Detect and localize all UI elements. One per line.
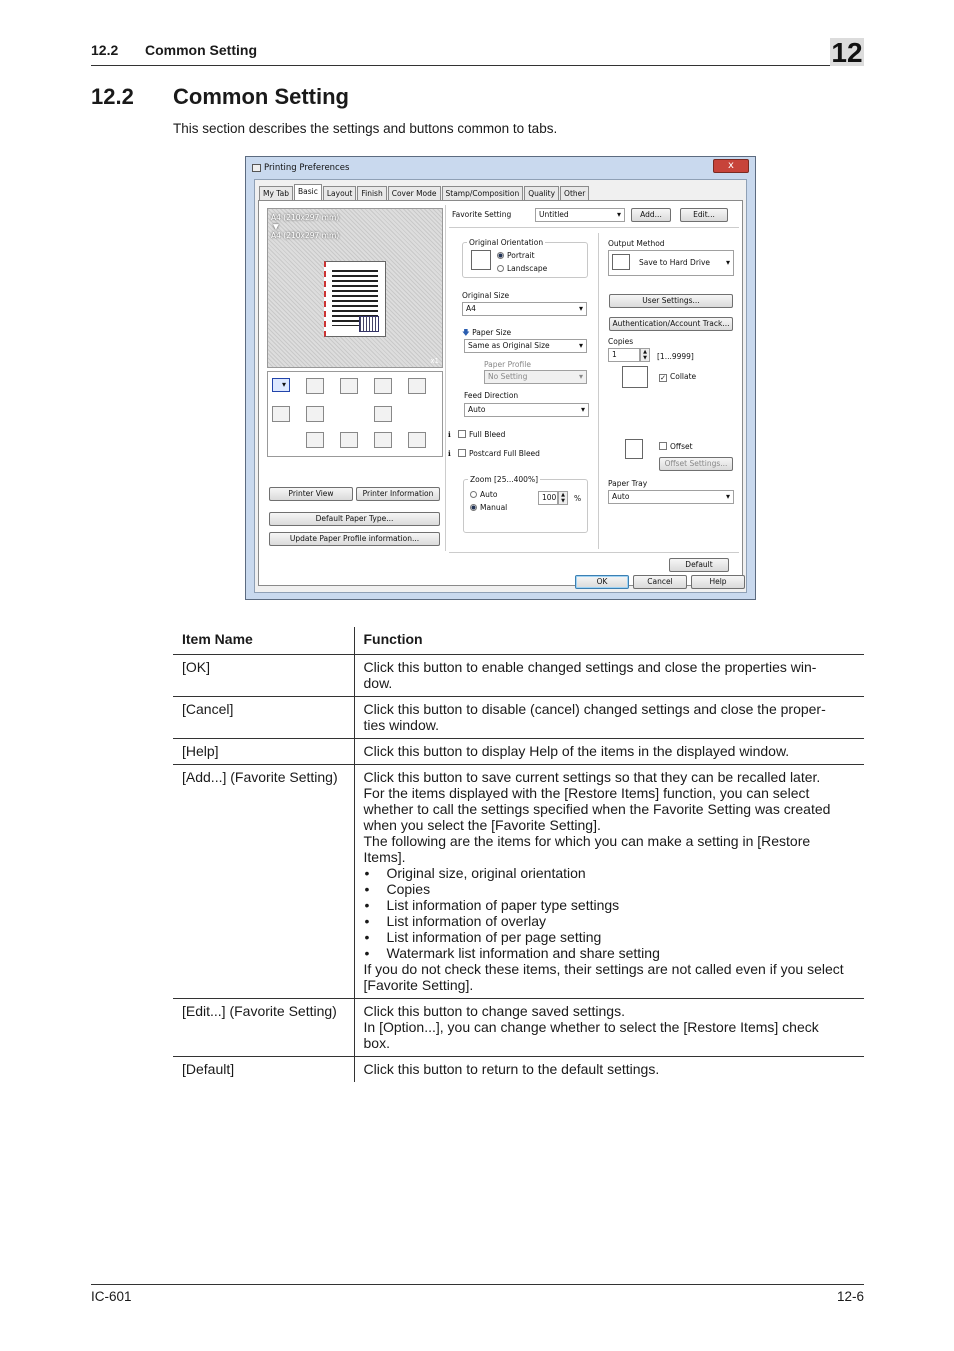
zoom-manual-label: Manual xyxy=(480,503,508,512)
chapter-number: 12 xyxy=(831,37,863,68)
row-line: whether to call the settings specified when the Favorite Setting was created xyxy=(363,800,831,817)
zoom-auto-radio[interactable] xyxy=(470,491,477,498)
collate-label: Collate xyxy=(670,372,697,381)
feed-direction-label: Feed Direction xyxy=(464,391,519,400)
dialog-title: Printing Preferences xyxy=(264,163,350,173)
edit-button[interactable]: Edit... xyxy=(680,208,728,222)
middle-separator xyxy=(598,233,599,549)
row-function xyxy=(354,764,864,998)
row-item-name: [OK] xyxy=(173,654,354,696)
row-function xyxy=(354,738,864,764)
running-header-title: Common Setting xyxy=(145,42,257,58)
paper-size-select[interactable]: Same as Original Size ▾ xyxy=(464,339,587,353)
bullet-item: • List information of per page setting xyxy=(364,929,857,945)
full-bleed-option[interactable] xyxy=(448,430,505,439)
zoom-label: Zoom [25...400%] xyxy=(470,475,538,484)
full-bleed-checkbox[interactable] xyxy=(458,430,466,438)
dialog-title-bar xyxy=(250,160,550,176)
footer-page-number: 12-6 xyxy=(836,1289,864,1304)
zoom-auto-label: Auto xyxy=(480,490,498,499)
save-to-drive-icon[interactable] xyxy=(272,378,290,392)
preview-original-size: A4 (210x297 mm) xyxy=(271,213,340,222)
copies-spinner[interactable]: ▲ ▼ xyxy=(640,348,650,362)
copies-input[interactable]: 1 xyxy=(608,348,640,362)
row-item-name: [Help] xyxy=(173,738,354,764)
printing-preferences-dialog xyxy=(245,156,756,600)
tab-stamp-composition[interactable]: Stamp/Composition xyxy=(442,186,524,200)
original-size-select[interactable]: A4 ▾ xyxy=(462,302,587,316)
settings-table xyxy=(173,627,864,1082)
zoom-unit: % xyxy=(574,494,582,503)
row-line: Click this button to save current settings so that they can be recalled later. xyxy=(363,768,821,785)
add-button[interactable]: Add... xyxy=(631,208,671,222)
row-line: box. xyxy=(363,1034,390,1051)
trim-icon[interactable] xyxy=(408,432,426,448)
row-function xyxy=(354,696,864,738)
table-row xyxy=(173,738,864,764)
paper-profile-select[interactable]: No Setting ▾ xyxy=(484,370,587,384)
booklet-icon[interactable] xyxy=(408,378,426,394)
offset-option[interactable] xyxy=(659,442,693,451)
bullet-item: • List information of overlay xyxy=(364,913,857,929)
table-header-row xyxy=(173,627,864,654)
zoom-group xyxy=(463,475,588,533)
row-line: dow. xyxy=(363,674,393,691)
bullet-item: • Watermark list information and share setting xyxy=(364,945,857,961)
favorite-setting-label: Favorite Setting xyxy=(452,210,512,219)
output-method-label: Output Method xyxy=(608,239,665,248)
dialog-client xyxy=(254,179,747,593)
stack-icon[interactable] xyxy=(272,406,290,422)
output-method-value: Save to Hard Drive xyxy=(639,258,711,267)
fold-icon[interactable] xyxy=(340,432,358,448)
header-function: Function xyxy=(354,627,864,654)
zoom-input[interactable]: 100 xyxy=(538,491,558,505)
postcard-full-bleed-icon: ℹ xyxy=(448,449,451,458)
copies-range: [1...9999] xyxy=(657,352,694,361)
punch-icon[interactable] xyxy=(306,432,324,448)
preview-page xyxy=(324,261,386,337)
postcard-full-bleed-checkbox[interactable] xyxy=(458,449,466,457)
bottom-separator xyxy=(449,552,739,553)
footer-rule xyxy=(91,1284,864,1285)
paper-size-text: Paper Size xyxy=(472,328,512,337)
paper-tray-label: Paper Tray xyxy=(608,479,648,488)
tab-my-tab[interactable]: My Tab xyxy=(259,186,293,200)
feed-direction-select[interactable]: Auto ▾ xyxy=(464,403,589,417)
table-row xyxy=(173,696,864,738)
printer-view-button[interactable]: Printer View xyxy=(269,487,353,501)
row-line: ties window. xyxy=(363,716,439,733)
section-heading-title: Common Setting xyxy=(173,84,349,109)
overlay-icon[interactable] xyxy=(374,432,392,448)
row-line: Click this button to return to the default settings. xyxy=(363,1060,660,1077)
update-paper-profile-button[interactable]: Update Paper Profile information... xyxy=(269,532,440,546)
preview-arrow: ▼ xyxy=(273,222,279,231)
authentication-account-track-button[interactable]: Authentication/Account Track... xyxy=(609,317,733,331)
full-bleed-icon: ℹ xyxy=(448,430,451,439)
combine-icon[interactable] xyxy=(340,378,358,394)
paper-icon[interactable] xyxy=(306,378,324,394)
tab-other[interactable]: Other xyxy=(560,186,589,200)
portrait-page-icon xyxy=(471,250,491,270)
tab-finish[interactable]: Finish xyxy=(357,186,386,200)
footer-model: IC-601 xyxy=(91,1289,132,1304)
paper-profile-label: Paper Profile xyxy=(484,360,531,369)
printer-information-button[interactable]: Printer Information xyxy=(356,487,440,501)
header-item-name: Item Name xyxy=(173,627,354,654)
basic-tab-panel xyxy=(258,200,743,586)
postcard-full-bleed-option[interactable] xyxy=(448,449,540,458)
tab-cover-mode[interactable]: Cover Mode xyxy=(388,186,441,200)
landscape-label: Landscape xyxy=(507,264,548,273)
cancel-button[interactable]: Cancel xyxy=(633,575,687,589)
help-button[interactable]: Help xyxy=(691,575,745,589)
row-function xyxy=(354,654,864,696)
row-line: Click this button to disable (cancel) changed settings and close the proper- xyxy=(363,700,826,717)
section-heading-number: 12.2 xyxy=(91,84,134,109)
hard-drive-icon xyxy=(612,254,630,270)
row-function xyxy=(354,1056,864,1082)
tab-basic[interactable]: Basic xyxy=(294,184,322,200)
portrait-option[interactable] xyxy=(497,251,535,260)
row-item-name: [Cancel] xyxy=(173,696,354,738)
arrow-down-icon: 🡇 xyxy=(462,328,470,337)
row-item-name: [Default] xyxy=(173,1056,354,1082)
staple-icon[interactable] xyxy=(306,406,324,422)
favorite-separator xyxy=(449,227,739,228)
landscape-option[interactable] xyxy=(497,264,547,273)
row-line: In [Option...], you can change whether to select the [Restore Items] check xyxy=(363,1018,819,1035)
preview-paper-size: A4 (210x297 mm) xyxy=(271,231,340,240)
tab-strip xyxy=(259,186,590,200)
row-line: Click this button to enable changed settings and close the properties win- xyxy=(363,658,817,675)
left-panel-separator xyxy=(445,205,446,551)
table-row xyxy=(173,654,864,696)
user-settings-button[interactable]: User Settings... xyxy=(609,294,733,308)
row-item-name: [Edit...] (Favorite Setting) xyxy=(173,998,354,1056)
printer-icon xyxy=(252,164,261,172)
offset-checkbox[interactable] xyxy=(659,442,667,450)
bullet-item: • Copies xyxy=(364,881,857,897)
row-line: The following are the items for which you can make a setting in [Restore xyxy=(363,832,811,849)
row-line: [Favorite Setting]. xyxy=(363,976,474,993)
tab-layout[interactable]: Layout xyxy=(323,186,357,200)
zoom-manual-option[interactable] xyxy=(470,503,507,512)
row-line: Click this button to change saved settings. xyxy=(363,1002,625,1019)
favorite-setting-select[interactable]: Untitled ▾ xyxy=(535,208,625,222)
collate-stack-icon xyxy=(622,366,648,388)
zoom-manual-radio[interactable] xyxy=(470,504,477,511)
intro-text: This section describes the settings and buttons common to tabs. xyxy=(173,121,558,136)
collate-icon[interactable] xyxy=(374,378,392,394)
postcard-full-bleed-label: Postcard Full Bleed xyxy=(469,449,540,458)
row-line: when you select the [Favorite Setting]. xyxy=(363,816,601,833)
default-button[interactable]: Default xyxy=(669,558,729,572)
print-preview xyxy=(267,208,443,368)
default-paper-type-button[interactable]: Default Paper Type... xyxy=(269,512,440,526)
original-orientation-group xyxy=(462,238,588,278)
zoom-auto-option[interactable] xyxy=(470,490,497,499)
row-function xyxy=(354,998,864,1056)
ok-button[interactable]: OK xyxy=(575,575,629,589)
offset-label: Offset xyxy=(670,442,693,451)
copies-label: Copies xyxy=(608,337,634,346)
preview-scale: x1 xyxy=(430,357,439,365)
landscape-radio[interactable] xyxy=(497,265,504,272)
portrait-label: Portrait xyxy=(507,251,535,260)
table-row xyxy=(173,764,864,998)
paper-tray-select[interactable]: Auto ▾ xyxy=(608,490,734,504)
row-line: Click this button to display Help of the items in the displayed window. xyxy=(363,742,790,759)
full-bleed-label: Full Bleed xyxy=(469,430,506,439)
running-header-number: 12.2 xyxy=(91,42,119,58)
table-row xyxy=(173,1056,864,1082)
bullet-item: • Original size, original orientation xyxy=(364,865,857,881)
row-line: Items]. xyxy=(363,848,406,865)
tab-quality[interactable]: Quality xyxy=(524,186,559,200)
collate-checkbox[interactable]: ✓ xyxy=(660,374,666,382)
bullet-item: • List information of paper type settings xyxy=(364,897,857,913)
table-row xyxy=(173,998,864,1056)
function-icon-grid xyxy=(267,371,443,457)
original-orientation-label: Original Orientation xyxy=(469,238,544,247)
close-button[interactable]: x xyxy=(713,159,749,173)
offset-settings-button[interactable]: Offset Settings... xyxy=(659,457,733,471)
original-size-label: Original Size xyxy=(462,291,510,300)
running-header xyxy=(91,42,257,58)
preview-stamp-icon xyxy=(359,316,379,332)
row-item-name: [Add...] (Favorite Setting) xyxy=(173,764,354,998)
section-heading xyxy=(91,84,349,110)
header-rule xyxy=(91,65,864,66)
row-line: If you do not check these items, their settings are not called even if you select xyxy=(363,960,844,977)
watermark-icon[interactable] xyxy=(374,406,392,422)
collate-option[interactable] xyxy=(659,372,696,382)
offset-stack-icon xyxy=(625,439,643,459)
row-line: For the items displayed with the [Restore Items] function, you can select xyxy=(363,784,810,801)
portrait-radio[interactable] xyxy=(497,252,504,259)
zoom-spinner[interactable]: ▲ ▼ xyxy=(558,491,568,505)
